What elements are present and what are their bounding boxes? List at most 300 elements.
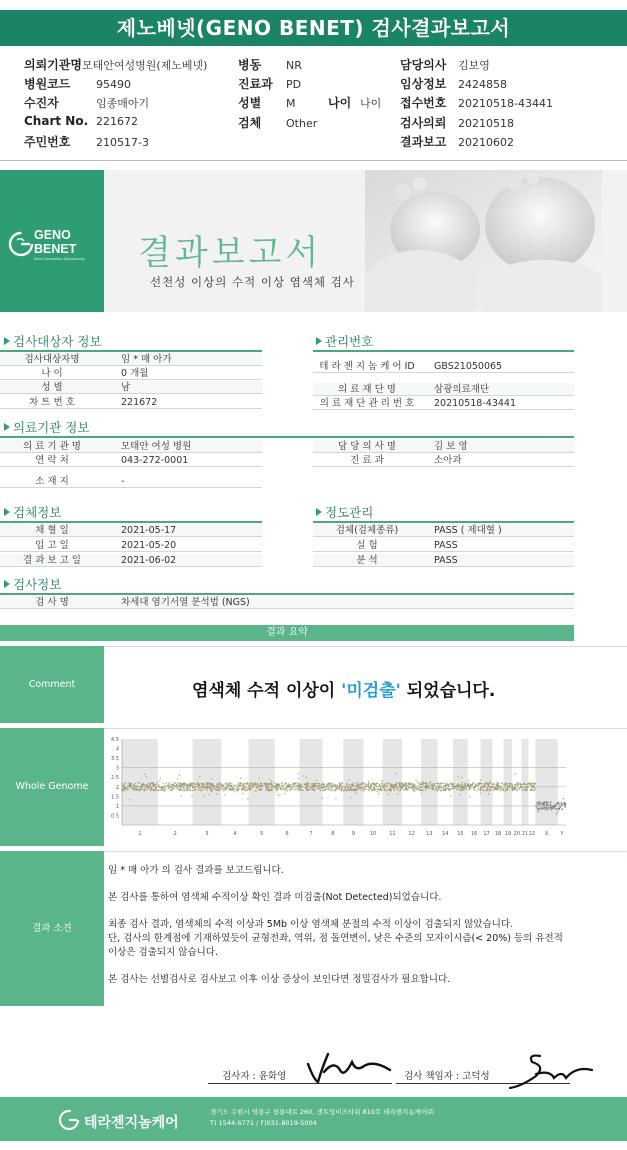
cnv-point bbox=[480, 780, 481, 781]
cnv-point bbox=[543, 804, 544, 805]
cnv-point bbox=[238, 782, 239, 783]
cnv-point bbox=[421, 793, 422, 794]
cnv-point bbox=[346, 783, 347, 784]
comment-text: 염색체 수적 이상이 '미검출' 되었습니다. bbox=[192, 681, 496, 701]
cnv-point bbox=[356, 788, 357, 789]
cnv-point bbox=[232, 789, 233, 790]
cnv-point bbox=[501, 785, 502, 786]
x-tick-label: 10 bbox=[369, 831, 377, 837]
cnv-point bbox=[352, 782, 353, 783]
cnv-point bbox=[263, 783, 264, 784]
cnv-point bbox=[175, 785, 176, 786]
cnv-point bbox=[277, 787, 278, 788]
cnv-point bbox=[492, 787, 493, 788]
cnv-point bbox=[191, 783, 192, 784]
cnv-point bbox=[205, 786, 206, 787]
cnv-point bbox=[305, 787, 306, 788]
director-signature-icon bbox=[506, 1050, 596, 1090]
cnv-point bbox=[396, 783, 397, 784]
cnv-point bbox=[399, 782, 400, 783]
cnv-point bbox=[469, 789, 470, 790]
cnv-point bbox=[494, 787, 495, 788]
cnv-point bbox=[301, 786, 302, 787]
cnv-point bbox=[141, 789, 142, 790]
cnv-point bbox=[271, 781, 272, 782]
cnv-point bbox=[406, 785, 407, 786]
cnv-point bbox=[302, 790, 303, 791]
qc-row-specimen: 검체(검체종류) PASS ( 제대혈 ) bbox=[313, 524, 574, 537]
cnv-point bbox=[165, 788, 166, 789]
cnv-point bbox=[196, 786, 197, 787]
cnv-point bbox=[390, 785, 391, 786]
cnv-point bbox=[220, 787, 221, 788]
cnv-point bbox=[259, 778, 260, 779]
info-receipt-no: 접수번호 20210518-43441 bbox=[400, 96, 553, 110]
cnv-point bbox=[563, 798, 564, 799]
cnv-point bbox=[198, 786, 199, 787]
whole-genome-chart bbox=[106, 733, 576, 841]
cnv-point bbox=[125, 790, 126, 791]
cnv-point bbox=[212, 789, 213, 790]
cnv-point bbox=[318, 788, 319, 789]
cnv-point bbox=[191, 795, 192, 796]
cnv-point bbox=[417, 782, 418, 783]
test-row-name: 검 사 명 차세대 염기서열 분석법 (NGS) bbox=[0, 596, 574, 609]
cnv-point bbox=[512, 790, 513, 791]
cnv-point bbox=[173, 782, 174, 783]
section-marker-icon bbox=[4, 580, 10, 588]
subject-row-name: 검사대상자명 임 * 매 아가 bbox=[0, 353, 262, 366]
cnv-point bbox=[150, 782, 151, 783]
cnv-point bbox=[459, 794, 460, 795]
cnv-point bbox=[488, 784, 489, 785]
banner-logo-panel bbox=[0, 170, 104, 312]
chromosome-band bbox=[481, 739, 493, 825]
cnv-point bbox=[473, 787, 474, 788]
cnv-point bbox=[183, 789, 184, 790]
chromosome-band bbox=[522, 739, 529, 825]
y-tick-label: 3 bbox=[115, 765, 119, 772]
cnv-point bbox=[272, 789, 273, 790]
cnv-point bbox=[210, 787, 211, 788]
cnv-point bbox=[548, 808, 549, 809]
cnv-point bbox=[396, 786, 397, 787]
cnv-point bbox=[307, 783, 308, 784]
cnv-point bbox=[193, 789, 194, 790]
cnv-point bbox=[539, 807, 540, 808]
chromosome-band bbox=[193, 739, 222, 825]
cnv-point bbox=[474, 790, 475, 791]
x-tick-label: 13 bbox=[426, 831, 433, 837]
chromosome-band bbox=[536, 739, 558, 825]
cnv-point bbox=[493, 789, 494, 790]
cnv-point bbox=[238, 785, 239, 786]
cnv-point bbox=[466, 789, 467, 790]
cnv-point bbox=[460, 790, 461, 791]
cnv-point bbox=[341, 783, 342, 784]
cnv-point bbox=[258, 784, 259, 785]
institution-row-dept: 진 료 과 소아과 bbox=[313, 454, 574, 467]
cnv-point bbox=[441, 787, 442, 788]
cnv-point bbox=[544, 809, 545, 810]
cnv-point bbox=[298, 786, 299, 787]
cnv-point bbox=[253, 785, 254, 786]
section-institution-rule bbox=[0, 436, 574, 438]
cnv-point bbox=[394, 790, 395, 791]
cnv-point bbox=[206, 784, 207, 785]
cnv-point bbox=[490, 782, 491, 783]
cnv-point bbox=[527, 783, 528, 784]
cnv-point bbox=[254, 790, 255, 791]
cnv-point bbox=[242, 788, 243, 789]
section-marker-icon bbox=[4, 508, 10, 516]
cnv-point bbox=[136, 789, 137, 790]
cnv-point bbox=[201, 785, 202, 786]
cnv-point bbox=[228, 783, 229, 784]
cnv-point bbox=[144, 786, 145, 787]
cnv-point bbox=[428, 787, 429, 788]
cnv-point bbox=[163, 789, 164, 790]
cnv-point bbox=[402, 783, 403, 784]
cnv-point bbox=[350, 787, 351, 788]
cnv-point bbox=[128, 782, 129, 783]
cnv-point bbox=[388, 794, 389, 795]
cnv-point bbox=[528, 783, 529, 784]
whole-genome-label: Whole Genome bbox=[0, 728, 104, 846]
cnv-point bbox=[299, 790, 300, 791]
cnv-point bbox=[368, 781, 369, 782]
chromosome-band bbox=[453, 739, 468, 825]
cnv-point bbox=[331, 790, 332, 791]
cnv-point bbox=[374, 785, 375, 786]
cnv-point bbox=[200, 783, 201, 784]
cnv-point bbox=[555, 808, 556, 809]
specimen-row-reported: 결 과 보 고 일 2021-06-02 bbox=[0, 554, 262, 567]
cnv-point bbox=[269, 779, 270, 780]
cnv-point bbox=[147, 784, 148, 785]
cnv-point bbox=[139, 782, 140, 783]
cnv-point bbox=[177, 778, 178, 779]
cnv-point bbox=[461, 777, 462, 778]
cnv-point bbox=[322, 798, 323, 799]
cnv-point bbox=[156, 784, 157, 785]
tester-signature-icon bbox=[304, 1050, 394, 1086]
cnv-point bbox=[151, 788, 152, 789]
cnv-point bbox=[238, 784, 239, 785]
section-test-rule bbox=[0, 593, 574, 595]
x-tick-label: 22 bbox=[528, 831, 536, 837]
cnv-point bbox=[475, 785, 476, 786]
cnv-point bbox=[176, 787, 177, 788]
cnv-point bbox=[469, 796, 470, 797]
chromosome-band bbox=[421, 739, 437, 825]
cnv-point bbox=[556, 804, 557, 805]
cnv-point bbox=[452, 788, 453, 789]
cnv-point bbox=[292, 786, 293, 787]
cnv-point bbox=[181, 785, 182, 786]
cnv-point bbox=[374, 787, 375, 788]
cnv-point bbox=[341, 789, 342, 790]
cnv-point bbox=[500, 783, 501, 784]
cnv-point bbox=[505, 782, 506, 783]
cnv-point bbox=[505, 789, 506, 790]
cnv-point bbox=[291, 787, 292, 788]
finding-line: 임 * 매 아가 의 검사 결과를 보고드립니다. bbox=[108, 865, 284, 876]
cnv-point bbox=[368, 784, 369, 785]
cnv-point bbox=[538, 803, 539, 804]
cnv-point bbox=[518, 782, 519, 783]
cnv-point bbox=[247, 783, 248, 784]
cnv-point bbox=[346, 790, 347, 791]
cnv-point bbox=[166, 785, 167, 786]
cnv-point bbox=[143, 784, 144, 785]
cnv-point bbox=[424, 787, 425, 788]
cnv-point bbox=[508, 783, 509, 784]
cnv-point bbox=[391, 787, 392, 788]
cnv-point bbox=[505, 785, 506, 786]
cnv-point bbox=[229, 782, 230, 783]
cnv-point bbox=[407, 784, 408, 785]
cnv-point bbox=[190, 784, 191, 785]
cnv-point bbox=[124, 784, 125, 785]
cnv-point bbox=[468, 786, 469, 787]
cnv-point bbox=[245, 786, 246, 787]
cnv-point bbox=[297, 782, 298, 783]
cnv-point bbox=[283, 788, 284, 789]
finding-line: 이상은 검출되지 않습니다. bbox=[108, 947, 219, 958]
cnv-point bbox=[544, 803, 545, 804]
cnv-point bbox=[154, 784, 155, 785]
cnv-point bbox=[219, 782, 220, 783]
cnv-point bbox=[563, 802, 564, 803]
cnv-point bbox=[537, 811, 538, 812]
x-tick-label: 14 bbox=[442, 831, 449, 837]
cnv-point bbox=[369, 787, 370, 788]
cnv-point bbox=[493, 783, 494, 784]
cnv-point bbox=[308, 782, 309, 783]
cnv-point bbox=[404, 785, 405, 786]
info-hospital-code: 병원코드 95490 bbox=[24, 77, 131, 91]
cnv-point bbox=[183, 783, 184, 784]
section-marker-icon bbox=[316, 337, 322, 345]
specimen-row-collected: 채 혈 일 2021-05-17 bbox=[0, 524, 262, 537]
x-tick-label: Y bbox=[560, 831, 564, 837]
cnv-point bbox=[141, 785, 142, 786]
cnv-point bbox=[298, 778, 299, 779]
cnv-point bbox=[355, 790, 356, 791]
cnv-point bbox=[233, 787, 234, 788]
cnv-point bbox=[347, 788, 348, 789]
cnv-point bbox=[501, 790, 502, 791]
cnv-point bbox=[271, 787, 272, 788]
cnv-point bbox=[168, 783, 169, 784]
cnv-point bbox=[242, 783, 243, 784]
x-tick-label: 17 bbox=[483, 831, 490, 837]
cnv-point bbox=[219, 789, 220, 790]
cnv-point bbox=[328, 784, 329, 785]
cnv-point bbox=[134, 790, 135, 791]
cnv-point bbox=[546, 806, 547, 807]
section-specimen-rule bbox=[0, 521, 262, 523]
cnv-point bbox=[284, 783, 285, 784]
institution-row-name: 의 료 기 관 명 모태안 여성 병원 bbox=[0, 440, 262, 453]
cnv-point bbox=[169, 782, 170, 783]
chromosome-band bbox=[122, 739, 158, 825]
footer-address: 경기도 수원시 영통구 창룡대로 260, 센트럴비즈타워 810호 테라젠지놈케어㈜ T) 1544-6771 / F)031-8019-5004 bbox=[210, 1108, 434, 1127]
cnv-point bbox=[390, 783, 391, 784]
cnv-point bbox=[268, 784, 269, 785]
cnv-point bbox=[539, 809, 540, 810]
cnv-point bbox=[416, 789, 417, 790]
cnv-point bbox=[245, 790, 246, 791]
cnv-point bbox=[540, 802, 541, 803]
cnv-point bbox=[477, 790, 478, 791]
cnv-point bbox=[497, 783, 498, 784]
cnv-point bbox=[540, 804, 541, 805]
cnv-point bbox=[247, 798, 248, 799]
cnv-point bbox=[514, 784, 515, 785]
cnv-point bbox=[314, 788, 315, 789]
cnv-point bbox=[527, 786, 528, 787]
geno-benet-logo bbox=[8, 228, 98, 262]
cnv-point bbox=[382, 783, 383, 784]
cnv-point bbox=[308, 789, 309, 790]
cnv-point bbox=[219, 785, 220, 786]
cnv-point bbox=[316, 787, 317, 788]
cnv-point bbox=[211, 791, 212, 792]
cnv-point bbox=[413, 783, 414, 784]
cnv-point bbox=[192, 790, 193, 791]
cnv-point bbox=[256, 786, 257, 787]
cnv-point bbox=[450, 782, 451, 783]
cnv-point bbox=[371, 788, 372, 789]
section-marker-icon bbox=[4, 337, 10, 345]
cnv-point bbox=[160, 787, 161, 788]
cnv-point bbox=[431, 785, 432, 786]
cnv-point bbox=[483, 790, 484, 791]
cnv-point bbox=[295, 789, 296, 790]
cnv-point bbox=[211, 778, 212, 779]
cnv-point bbox=[480, 787, 481, 788]
cnv-point bbox=[235, 784, 236, 785]
cnv-point bbox=[241, 785, 242, 786]
cnv-point bbox=[479, 782, 480, 783]
cnv-point bbox=[507, 786, 508, 787]
signature-row bbox=[0, 1050, 627, 1090]
chromosome-band bbox=[249, 739, 275, 825]
cnv-point bbox=[367, 785, 368, 786]
cnv-point bbox=[454, 788, 455, 789]
cnv-point bbox=[425, 785, 426, 786]
cnv-point bbox=[425, 790, 426, 791]
subject-row-age: 나 이 0 개월 bbox=[0, 367, 262, 380]
cnv-point bbox=[181, 795, 182, 796]
info-doctor: 담당의사 김보영 bbox=[400, 58, 490, 72]
cnv-point bbox=[298, 773, 299, 774]
cnv-point bbox=[126, 788, 127, 789]
cnv-point bbox=[200, 788, 201, 789]
cnv-point bbox=[215, 786, 216, 787]
cnv-point bbox=[130, 787, 131, 788]
cnv-point bbox=[448, 788, 449, 789]
cnv-point bbox=[374, 783, 375, 784]
cnv-point bbox=[532, 787, 533, 788]
divider bbox=[0, 160, 627, 161]
cnv-point bbox=[158, 786, 159, 787]
cnv-point bbox=[472, 782, 473, 783]
cnv-point bbox=[135, 787, 136, 788]
cnv-point bbox=[198, 789, 199, 790]
cnv-point bbox=[306, 787, 307, 788]
cnv-point bbox=[135, 783, 136, 784]
cnv-point bbox=[176, 785, 177, 786]
x-tick-label: 21 bbox=[521, 831, 529, 837]
cnv-point bbox=[201, 790, 202, 791]
cnv-point bbox=[324, 786, 325, 787]
cnv-point bbox=[374, 789, 375, 790]
cnv-point bbox=[523, 784, 524, 785]
cnv-point bbox=[361, 782, 362, 783]
x-tick-label: 3 bbox=[205, 831, 209, 837]
qc-row-experiment: 실 험 PASS bbox=[313, 539, 574, 552]
cnv-point bbox=[330, 790, 331, 791]
cnv-point bbox=[488, 789, 489, 790]
cnv-point bbox=[431, 788, 432, 789]
info-specimen: 검체 Other bbox=[238, 116, 318, 130]
director-label: 검사 책임자 : 고덕성 bbox=[404, 1071, 490, 1082]
cnv-point bbox=[236, 789, 237, 790]
cnv-point bbox=[536, 802, 537, 803]
cnv-point bbox=[357, 781, 358, 782]
cnv-point bbox=[385, 785, 386, 786]
cnv-point bbox=[286, 788, 287, 789]
cnv-point bbox=[207, 786, 208, 787]
cnv-point bbox=[552, 808, 553, 809]
cnv-point bbox=[512, 785, 513, 786]
cnv-point bbox=[150, 784, 151, 785]
cnv-point bbox=[247, 789, 248, 790]
cnv-point bbox=[512, 788, 513, 789]
cnv-point bbox=[376, 786, 377, 787]
cnv-point bbox=[525, 788, 526, 789]
result-summary-bar: 결과 요약 bbox=[0, 625, 574, 641]
cnv-point bbox=[212, 788, 213, 789]
qc-row-analysis: 분 석 PASS bbox=[313, 554, 574, 567]
cnv-point bbox=[143, 789, 144, 790]
cnv-point bbox=[358, 784, 359, 785]
cnv-point bbox=[481, 789, 482, 790]
info-chart-no: Chart No. 221672 bbox=[24, 114, 138, 128]
cnv-point bbox=[455, 786, 456, 787]
cnv-point bbox=[524, 784, 525, 785]
cnv-point bbox=[148, 788, 149, 789]
cnv-point bbox=[386, 785, 387, 786]
cnv-point bbox=[364, 782, 365, 783]
cnv-point bbox=[368, 790, 369, 791]
cnv-point bbox=[181, 783, 182, 784]
cnv-point bbox=[439, 783, 440, 784]
cnv-point bbox=[335, 785, 336, 786]
cnv-point bbox=[198, 788, 199, 789]
cnv-point bbox=[363, 783, 364, 784]
cnv-point bbox=[561, 808, 562, 809]
x-tick-label: 1 bbox=[138, 831, 142, 837]
cnv-point bbox=[359, 785, 360, 786]
cnv-point bbox=[362, 786, 363, 787]
cnv-point bbox=[500, 787, 501, 788]
cnv-point bbox=[312, 786, 313, 787]
cnv-point bbox=[172, 788, 173, 789]
